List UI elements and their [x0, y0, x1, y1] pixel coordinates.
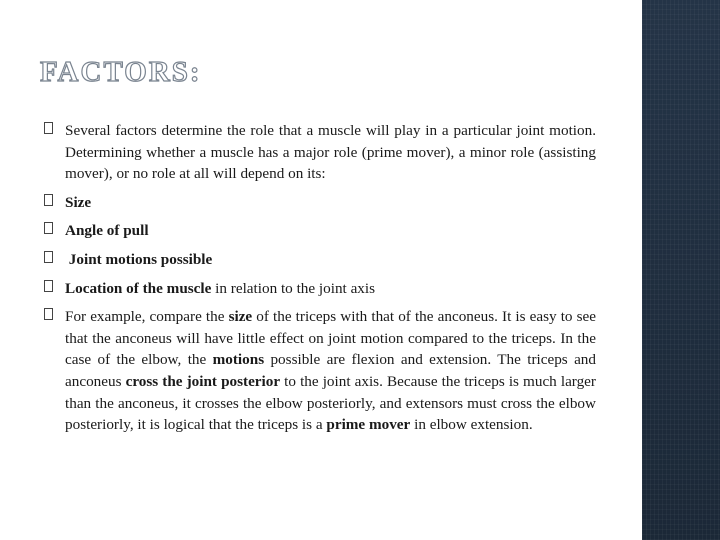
- list-item: [44, 306, 596, 436]
- square-bullet-icon: [44, 280, 53, 292]
- bullet-list: [44, 120, 596, 443]
- bullet-text: Several factors determine the role that a muscle will play in a particular joint motion. Determining whether a muscle has a major role (prime mover), a minor role (assisting mover), or no role at all will depend on its:: [65, 122, 596, 183]
- list-item: [44, 192, 596, 214]
- side-decorative-panel: [642, 0, 720, 540]
- square-bullet-icon: [44, 194, 53, 206]
- bullet-text: Size: [65, 193, 92, 211]
- list-item: [44, 249, 596, 271]
- list-item: [44, 120, 596, 185]
- slide-title: FACTORS:: [40, 56, 202, 88]
- list-item: [44, 278, 596, 300]
- bullet-text: Joint motions possible: [65, 250, 213, 268]
- bullet-text: For example, compare the size of the triceps with that of the anconeus. It is easy to see that the anconeus will have little effect on joint motion compared to the triceps. In the case of the elbow, the motions possible are flexion and extension. The triceps and anconeus cross the joint posterior to the joint axis. Because the triceps is much larger than the anconeus, it crosses the elbow posteriorly, and extensors must cross the elbow posteriorly, it is logical that the triceps is a prime mover in elbow extension.: [65, 308, 596, 434]
- square-bullet-icon: [44, 308, 53, 320]
- square-bullet-icon: [44, 222, 53, 234]
- list-item: [44, 220, 596, 242]
- square-bullet-icon: [44, 122, 53, 134]
- square-bullet-icon: [44, 251, 53, 263]
- bullet-text: Angle of pull: [65, 222, 149, 240]
- bullet-text: Location of the muscle in relation to the joint axis: [65, 279, 376, 297]
